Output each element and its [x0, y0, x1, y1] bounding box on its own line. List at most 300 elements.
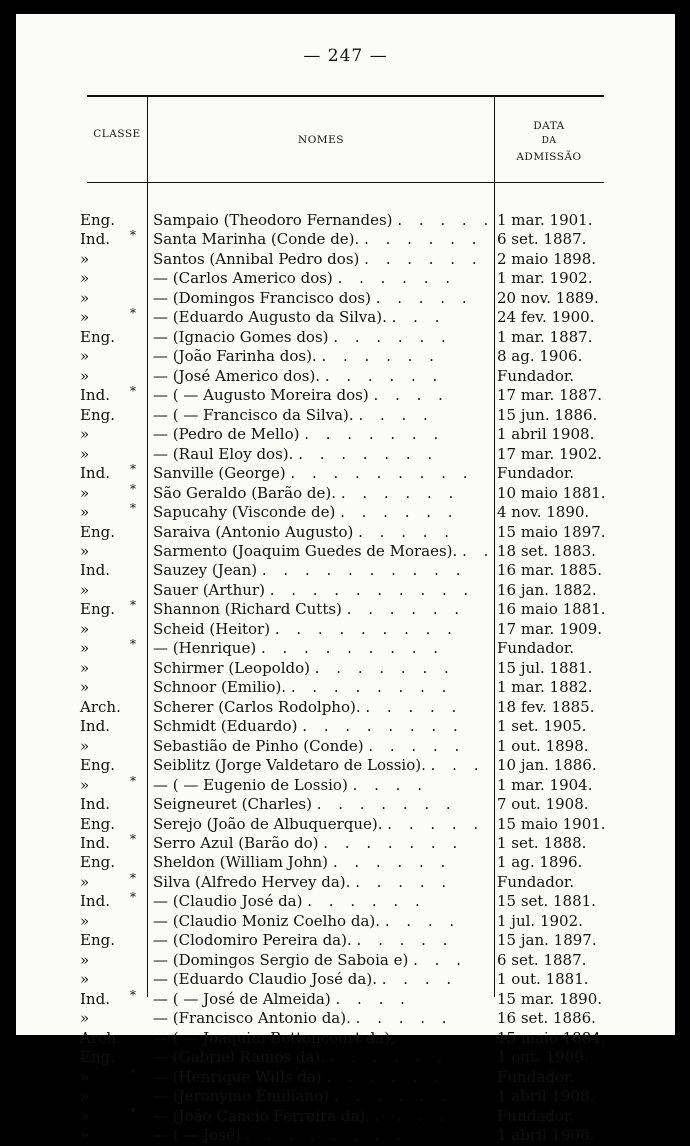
- row-data-admissao: 1 mar. 1904.: [497, 775, 593, 794]
- row-nome: — ( — Eugenio de Lossio): [153, 775, 348, 794]
- table-row: [16, 561, 675, 580]
- row-nome: Silva (Alfredo Hervey da).: [153, 872, 351, 891]
- row-classe: Arch.: [80, 1028, 121, 1047]
- row-nome-cell: [153, 1087, 489, 1106]
- row-nome-cell: [153, 892, 489, 911]
- row-nome: — ( — Joaquim Bettencourt da),: [153, 1028, 395, 1047]
- row-leader-dots: . . . .: [335, 989, 411, 1008]
- row-nome-cell: [153, 561, 489, 580]
- table-row: [16, 970, 675, 989]
- header-classe: CLASSE: [93, 128, 141, 140]
- row-asterisk-mark: *: [130, 870, 136, 885]
- row-nome: Seiblitz (Jorge Valdetaro de Lossio).: [153, 756, 426, 775]
- row-nome-cell: [153, 269, 489, 288]
- row-nome: — (Claudio Moniz Coelho da).: [153, 911, 381, 930]
- row-nome-cell: [153, 581, 489, 600]
- row-data-admissao: 1 out. 1881.: [497, 970, 589, 989]
- row-nome: Sheldon (William John): [153, 853, 329, 872]
- row-classe: Ind.: [80, 230, 110, 249]
- row-classe: »: [80, 1009, 90, 1028]
- table-row: [16, 639, 675, 658]
- table-row: [16, 289, 675, 308]
- row-nome-cell: [153, 211, 495, 230]
- row-leader-dots: . . . . .: [355, 872, 453, 891]
- row-classe: »: [80, 1067, 90, 1086]
- row-nome-cell: [153, 1029, 489, 1048]
- row-data-admissao: 1 mar. 1902.: [497, 269, 593, 288]
- row-nome-cell: [153, 230, 489, 249]
- row-nome-cell: [153, 678, 489, 697]
- row-data-admissao: 1 jul. 1902.: [497, 911, 583, 930]
- row-nome-cell: [153, 484, 489, 503]
- table-row: [16, 620, 675, 639]
- row-nome: — (Francisco Antonio da).: [153, 1009, 351, 1028]
- row-data-admissao: 1 mar. 1901.: [497, 211, 593, 229]
- row-classe: »: [80, 1087, 90, 1106]
- row-data-admissao: 1 out. 1909.: [497, 1048, 589, 1067]
- row-nome-cell: [153, 347, 489, 366]
- row-classe: Eng.: [80, 327, 115, 346]
- row-data-admissao: Fundador.: [497, 366, 575, 385]
- row-data-admissao: 6 set. 1887.: [497, 230, 587, 249]
- row-nome: Santos (Annibal Pedro dos): [153, 249, 360, 268]
- row-leader-dots: . . . .: [352, 775, 428, 794]
- row-nome-cell: [153, 873, 489, 892]
- table-row: [16, 581, 675, 600]
- table-row: [16, 308, 675, 327]
- table-row: [16, 503, 675, 522]
- row-data-admissao: 7 out. 1908.: [497, 795, 589, 814]
- row-leader-dots: . . . . .: [358, 522, 456, 541]
- row-classe: »: [80, 249, 90, 268]
- row-classe: »: [80, 444, 90, 463]
- row-nome-cell: [153, 367, 489, 386]
- row-leader-dots: . .: [462, 541, 495, 560]
- table-row: [16, 951, 675, 970]
- row-nome-cell: [153, 308, 489, 327]
- header-bottom-rule: [87, 182, 604, 183]
- row-classe: »: [80, 950, 90, 969]
- row-data-admissao: 1 mar. 1887.: [497, 327, 593, 346]
- row-data-admissao: 16 set. 1886.: [497, 1009, 596, 1028]
- row-nome: — (João Farinha dos).: [153, 347, 317, 366]
- row-classe: »: [80, 736, 90, 755]
- row-nome: Serejo (João de Albuquerque).: [153, 814, 383, 833]
- row-nome-cell: [153, 717, 489, 736]
- row-data-admissao: 1 abril 1908.: [497, 425, 595, 444]
- row-asterisk-mark: *: [130, 384, 136, 399]
- table-row: [16, 523, 675, 542]
- row-nome: Sapucahy (Visconde de): [153, 503, 336, 522]
- row-nome-cell: [153, 523, 489, 542]
- row-nome-cell: [153, 853, 489, 872]
- row-classe: »: [80, 483, 90, 502]
- table-row: [16, 250, 675, 269]
- row-data-admissao: 24 fev. 1900.: [497, 308, 595, 327]
- row-leader-dots: . . . . . .: [346, 600, 466, 619]
- row-data-admissao: 4 nov. 1890.: [497, 503, 590, 522]
- row-classe: »: [80, 580, 90, 599]
- row-classe: Ind.: [80, 717, 110, 736]
- row-leader-dots: . . . . . . .: [316, 795, 457, 814]
- row-data-admissao: Fundador.: [497, 464, 575, 483]
- row-nome-cell: [153, 445, 489, 464]
- row-classe: Eng.: [80, 211, 115, 229]
- row-leader-dots: . . . . . .: [329, 1048, 449, 1067]
- table-row: [16, 853, 675, 872]
- table-row: [16, 445, 675, 464]
- row-data-admissao: 15 jul. 1881.: [497, 658, 593, 677]
- row-data-admissao: 1 mar. 1882.: [497, 678, 593, 697]
- row-nome-cell: [153, 1107, 489, 1126]
- row-nome: — (Jeronymo Emiliano): [153, 1087, 329, 1106]
- row-leader-dots: . . . . . .: [364, 249, 483, 268]
- row-nome: Sauzey (Jean): [153, 561, 258, 580]
- table-row: [16, 406, 675, 425]
- row-nome-cell: [153, 698, 489, 717]
- row-data-admissao: 1 ag. 1896.: [497, 853, 583, 872]
- row-classe: »: [80, 541, 90, 560]
- table-row: [16, 870, 675, 892]
- row-data-admissao: 2 maio 1898.: [497, 249, 597, 268]
- row-nome-cell: [153, 600, 489, 619]
- table-row: [16, 987, 675, 1009]
- row-leader-dots: . . . . .: [397, 211, 495, 229]
- row-classe: Ind.: [80, 464, 110, 483]
- row-nome-cell: [153, 1126, 489, 1145]
- row-asterisk-mark: *: [130, 501, 136, 516]
- row-classe: »: [80, 639, 90, 658]
- row-leader-dots: . . . . . . . . .: [290, 464, 474, 483]
- row-asterisk-mark: *: [130, 890, 136, 905]
- table-row: [16, 542, 675, 561]
- row-nome-cell: [153, 815, 489, 834]
- row-data-admissao: Fundador.: [497, 639, 575, 658]
- row-nome-cell: [153, 406, 489, 425]
- row-data-admissao: 6 set. 1887.: [497, 950, 587, 969]
- row-nome-cell: [153, 620, 489, 639]
- row-data-admissao: 18 set. 1883.: [497, 541, 596, 560]
- row-leader-dots: . . . . . .: [307, 892, 426, 911]
- row-data-admissao: 17 mar. 1909.: [497, 619, 603, 638]
- row-leader-dots: . . . . .: [368, 736, 466, 755]
- row-leader-dots: . . . . .: [375, 288, 473, 307]
- table-row: [16, 1104, 675, 1126]
- row-nome-cell: [153, 464, 489, 483]
- row-leader-dots: . . . . . . . . . .: [269, 580, 475, 599]
- row-nome: — ( — Augusto Moreira dos): [153, 386, 369, 405]
- header-data-line3: ADMISSÃO: [516, 151, 582, 163]
- row-data-admissao: 15 set. 1881.: [497, 892, 596, 911]
- table-row: [16, 1048, 675, 1067]
- table-row: [16, 367, 675, 386]
- row-leader-dots: . . . . . . .: [298, 444, 439, 463]
- row-classe: »: [80, 678, 90, 697]
- row-data-admissao: Fundador.: [497, 872, 575, 891]
- table-row: [16, 1009, 675, 1028]
- table-row: [16, 659, 675, 678]
- row-nome: Santa Marinha (Conde de).: [153, 230, 360, 249]
- row-classe: »: [80, 347, 90, 366]
- row-data-admissao: 17 mar. 1887.: [497, 386, 603, 405]
- row-leader-dots: . . . . . . . .: [290, 678, 453, 697]
- row-leader-dots: . . . . . .: [337, 269, 457, 288]
- header-top-rule: [87, 95, 604, 97]
- row-leader-dots: . . . . .: [365, 697, 463, 716]
- row-data-admissao: 1 set. 1905.: [497, 717, 587, 736]
- row-nome: — (Henrique): [153, 639, 257, 658]
- row-leader-dots: . . . . . . . .: [302, 717, 464, 736]
- table-row: [16, 892, 675, 911]
- row-nome-cell: [153, 737, 489, 756]
- row-nome-cell: [153, 639, 489, 658]
- row-data-admissao: 1 abril 1908.: [497, 1126, 595, 1145]
- row-leader-dots: . . . . . .: [326, 1067, 445, 1086]
- header-data-line2: DA: [541, 136, 557, 146]
- row-data-admissao: 17 mar. 1902.: [497, 444, 603, 463]
- table-row: [16, 834, 675, 853]
- row-classe: »: [80, 911, 90, 930]
- row-nome-cell: [153, 328, 489, 347]
- row-leader-dots: . . . . . . .: [314, 658, 455, 677]
- table-row: [16, 211, 675, 230]
- row-classe: Ind.: [80, 386, 110, 405]
- row-classe: Eng.: [80, 1048, 115, 1067]
- row-nome-cell: [153, 503, 489, 522]
- row-nome: Seigneuret (Charles): [153, 795, 312, 814]
- row-nome-cell: [153, 289, 489, 308]
- row-nome: — ( — José): [153, 1126, 241, 1145]
- row-leader-dots: . . . . . .: [333, 1087, 453, 1106]
- row-nome: — (Domingos Francisco dos): [153, 288, 371, 307]
- row-leader-dots: . . . .: [381, 970, 458, 989]
- table-row: [16, 912, 675, 931]
- row-leader-dots: . . . . . .: [340, 483, 460, 502]
- row-nome-cell: [153, 970, 489, 989]
- row-data-admissao: 8 ag. 1906.: [497, 347, 583, 366]
- row-leader-dots: . . . . .: [356, 931, 454, 950]
- row-asterisk-mark: *: [130, 462, 136, 477]
- row-nome-cell: [153, 795, 489, 814]
- row-nome: Sampaio (Theodoro Fernandes): [153, 211, 393, 229]
- row-nome: Schmidt (Eduardo): [153, 717, 298, 736]
- header-nomes: NOMES: [298, 134, 344, 146]
- row-leader-dots: . . . . . . .: [323, 834, 464, 852]
- row-leader-dots: . . . .: [358, 405, 434, 424]
- row-data-admissao: 1 abril 1908.: [497, 1087, 595, 1106]
- table-row: [16, 1087, 675, 1106]
- row-nome: — (Eduardo Claudio José da).: [153, 970, 377, 989]
- row-nome: — (Eduardo Augusto da Silva).: [153, 308, 387, 327]
- row-asterisk-mark: *: [130, 637, 136, 652]
- row-classe: »: [80, 658, 90, 677]
- table-row: [16, 717, 675, 736]
- row-classe: Ind.: [80, 989, 110, 1008]
- row-nome: — (Clodomiro Pereira da).: [153, 931, 352, 950]
- row-nome: — (João Cancio Ferreira da).: [153, 1106, 371, 1125]
- row-nome: — (Carlos Americo dos): [153, 269, 333, 288]
- row-nome-cell: [153, 1048, 489, 1067]
- row-classe: »: [80, 366, 90, 385]
- row-nome: Sanville (George): [153, 464, 286, 483]
- row-nome-cell: [153, 250, 489, 269]
- row-leader-dots: . . .: [391, 308, 446, 327]
- row-nome: Serro Azul (Barão do): [153, 834, 319, 852]
- row-leader-dots: . . . . . . .: [304, 425, 445, 444]
- table-row: [16, 600, 675, 619]
- row-data-admissao: 1 set. 1888.: [497, 834, 587, 852]
- row-leader-dots: . . . . . .: [340, 503, 459, 522]
- table-row: [16, 230, 675, 249]
- header-data-line1: DATA: [533, 120, 565, 132]
- row-asterisk-mark: *: [130, 306, 136, 321]
- row-classe: »: [80, 775, 90, 794]
- row-nome-cell: [153, 1068, 489, 1087]
- row-classe: Ind.: [80, 834, 110, 852]
- row-classe: »: [80, 269, 90, 288]
- row-asterisk-mark: *: [130, 773, 136, 788]
- row-nome-cell: [153, 776, 489, 795]
- row-leader-dots: . . . . .: [355, 1009, 453, 1028]
- row-asterisk-mark: *: [130, 481, 136, 496]
- row-nome: Shannon (Richard Cutts): [153, 600, 342, 619]
- table-row: [16, 425, 675, 444]
- row-leader-dots: . . . .: [374, 1106, 451, 1125]
- table-row: [16, 347, 675, 366]
- row-nome-cell: [153, 659, 489, 678]
- row-nome-cell: [153, 386, 489, 405]
- row-classe: Eng.: [80, 931, 115, 950]
- row-data-admissao: 1 out. 1898.: [497, 736, 589, 755]
- row-asterisk-mark: *: [130, 987, 136, 1002]
- table-row: [16, 931, 675, 950]
- row-classe: »: [80, 872, 90, 891]
- table-row: [16, 1029, 675, 1048]
- row-data-admissao: 16 jan. 1882.: [497, 580, 597, 599]
- row-leader-dots: . . . . . . . . .: [274, 619, 458, 638]
- row-nome-cell: [153, 912, 489, 931]
- row-data-admissao: 15 maio 1884.: [497, 1028, 606, 1047]
- row-nome: Schirmer (Leopoldo): [153, 658, 310, 677]
- page-number: — 247 —: [303, 46, 388, 66]
- row-nome: — (Gabriel Ramos da).: [153, 1048, 326, 1067]
- row-nome: — ( — José de Almeida): [153, 989, 331, 1008]
- row-classe: Ind.: [80, 795, 110, 814]
- row-data-admissao: Fundador.: [497, 1106, 575, 1125]
- row-data-admissao: 15 maio 1897.: [497, 522, 606, 541]
- row-nome: — (Raul Eloy dos).: [153, 444, 294, 463]
- table-row: [16, 464, 675, 483]
- row-data-admissao: 15 jan. 1897.: [497, 931, 597, 950]
- row-classe: Ind.: [80, 561, 110, 580]
- row-classe: Eng.: [80, 853, 115, 872]
- row-leader-dots: . . . . .: [387, 814, 485, 833]
- row-classe: Eng.: [80, 814, 115, 833]
- row-nome-cell: [153, 931, 489, 950]
- row-leader-dots: . . . . . .: [364, 230, 483, 249]
- row-data-admissao: 15 mar. 1890.: [497, 989, 603, 1008]
- row-leader-dots: . . . .: [373, 386, 449, 405]
- row-nome: Sarmento (Joaquim Guedes de Moraes).: [153, 541, 458, 560]
- row-nome: — (Henrique Wills da): [153, 1067, 322, 1086]
- row-classe: »: [80, 503, 90, 522]
- row-leader-dots: . . . . . .: [321, 347, 440, 366]
- row-leader-dots: . . .: [430, 756, 485, 775]
- row-data-admissao: 10 jan. 1886.: [497, 756, 597, 775]
- row-data-admissao: 15 maio 1901.: [497, 814, 606, 833]
- table-row: [16, 269, 675, 288]
- row-nome: Schnoor (Emilio).: [153, 678, 287, 697]
- row-nome: — (Claudio José da): [153, 892, 303, 911]
- row-nome: Scherer (Carlos Rodolpho).: [153, 697, 361, 716]
- table-row: [16, 328, 675, 347]
- table-row: [16, 1065, 675, 1087]
- row-classe: »: [80, 619, 90, 638]
- row-nome: — (Ignacio Gomes dos): [153, 327, 329, 346]
- row-nome: — ( — Francisco da Silva).: [153, 405, 354, 424]
- row-classe: Arch.: [80, 697, 121, 716]
- row-data-admissao: 20 nov. 1889.: [497, 288, 599, 307]
- row-asterisk-mark: *: [130, 228, 136, 243]
- row-classe: Eng.: [80, 600, 115, 619]
- row-nome: Scheid (Heitor): [153, 619, 271, 638]
- row-leader-dots: . . . . . .: [332, 853, 452, 872]
- row-classe: »: [80, 1106, 90, 1125]
- row-leader-dots: . . . . . .: [333, 327, 452, 346]
- row-classe: »: [80, 970, 90, 989]
- document-page: [16, 14, 675, 1145]
- row-nome: Sauer (Arthur): [153, 580, 265, 599]
- row-classe: »: [80, 308, 90, 327]
- table-row: [16, 795, 675, 814]
- row-asterisk-mark: *: [130, 1104, 136, 1119]
- table-row: [16, 678, 675, 697]
- table-row: [16, 773, 675, 795]
- row-classe: Eng.: [80, 522, 115, 541]
- row-nome: São Geraldo (Barão de).: [153, 483, 337, 502]
- member-list: [16, 211, 675, 1146]
- row-nome: Sebastião de Pinho (Conde): [153, 736, 364, 755]
- row-nome: Saraiva (Antonio Augusto): [153, 522, 354, 541]
- row-leader-dots: . . . . . . . . . .: [261, 561, 467, 580]
- row-nome-cell: [153, 834, 489, 853]
- row-asterisk-mark: *: [130, 598, 136, 613]
- row-data-admissao: 16 maio 1881.: [497, 600, 606, 619]
- row-data-admissao: 15 jun. 1886.: [497, 405, 598, 424]
- row-nome-cell: [153, 1009, 489, 1028]
- row-asterisk-mark: *: [130, 1065, 136, 1080]
- table-row: [16, 737, 675, 756]
- row-nome-cell: [153, 951, 489, 970]
- row-leader-dots: . . .: [413, 950, 467, 969]
- row-classe: »: [80, 425, 90, 444]
- row-data-admissao: 18 fev. 1885.: [497, 697, 595, 716]
- table-row: [16, 815, 675, 834]
- row-nome-cell: [153, 756, 489, 775]
- row-asterisk-mark: *: [130, 832, 136, 846]
- row-classe: Eng.: [80, 756, 115, 775]
- table-row: [16, 1126, 675, 1145]
- row-classe: Ind.: [80, 892, 110, 911]
- row-nome: — (Domingos Sergio de Saboia e): [153, 950, 409, 969]
- row-nome: — (Pedro de Mello): [153, 425, 300, 444]
- row-classe: Eng.: [80, 405, 115, 424]
- row-data-admissao: 10 maio 1881.: [497, 483, 606, 502]
- row-leader-dots: . . . .: [384, 911, 461, 930]
- table-row: [16, 698, 675, 717]
- row-leader-dots: . . . . . .: [324, 366, 444, 385]
- table-row: [16, 481, 675, 503]
